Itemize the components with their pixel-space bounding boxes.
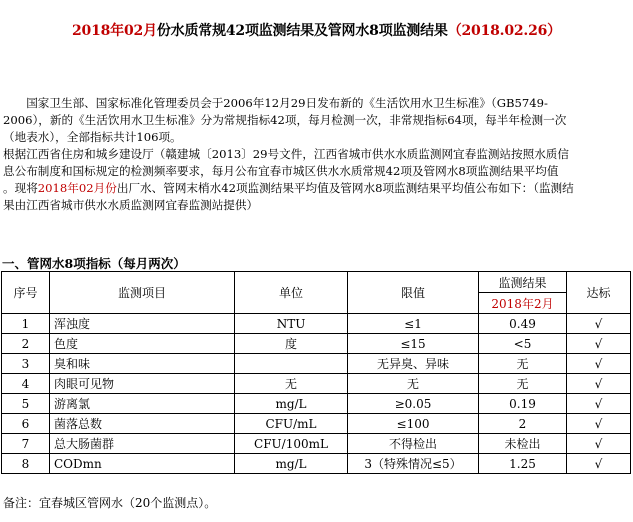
cell-item: 总大肠菌群 [50, 434, 235, 454]
cell-limit: ≤1 [348, 314, 479, 334]
cell-pass: √ [567, 374, 631, 394]
title-date: （2018.02.26） [447, 23, 561, 39]
header-seq: 序号 [2, 272, 50, 314]
cell-pass: √ [567, 314, 631, 334]
cell-result: 2 [479, 414, 567, 434]
intro-line-6 [3, 180, 629, 197]
table-header-row [2, 272, 631, 293]
table-row [2, 394, 631, 414]
cell-seq: 5 [2, 394, 50, 414]
intro-line-5: 息公布制度和国标规定的检测频率要求，每月公布宜春市城区供水水质常规42项及管网水8项监测结果平均值 [3, 164, 559, 178]
intro-month-highlight: 2018年02月份 [37, 181, 117, 195]
page-title [0, 20, 633, 40]
table-row [2, 354, 631, 374]
cell-pass: √ [567, 434, 631, 454]
cell-item: 色度 [50, 334, 235, 354]
cell-unit [235, 354, 348, 374]
cell-item: 肉眼可见物 [50, 374, 235, 394]
cell-item: 臭和味 [50, 354, 235, 374]
intro-line-6-start: 。现将 [3, 181, 38, 195]
cell-result: <5 [479, 334, 567, 354]
cell-unit: 无 [235, 374, 348, 394]
results-table [1, 271, 631, 474]
cell-limit: ≤15 [348, 334, 479, 354]
table-row [2, 314, 631, 334]
cell-unit: mg/L [235, 394, 348, 414]
header-result-month: 2018年2月 [479, 293, 567, 314]
intro-line-4: 根据江西省住房和城乡建设厅（赣建城〔2013〕29号文件，江西省城市供水水质监测网宜春监测站按照水质信 [3, 147, 569, 161]
cell-pass: √ [567, 354, 631, 374]
table-body [2, 314, 631, 474]
cell-item: 菌落总数 [50, 414, 235, 434]
header-unit: 单位 [235, 272, 348, 314]
cell-unit: CFU/100mL [235, 434, 348, 454]
cell-seq: 8 [2, 454, 50, 474]
cell-limit: ≥0.05 [348, 394, 479, 414]
cell-pass: √ [567, 414, 631, 434]
cell-pass: √ [567, 454, 631, 474]
table-row [2, 374, 631, 394]
section-title: 一、管网水8项指标（每月两次） [2, 256, 186, 271]
table-row [2, 434, 631, 454]
cell-seq: 1 [2, 314, 50, 334]
intro-line-7: 果由江西省城市供水水质监测网宜春监测站提供） [3, 198, 259, 212]
cell-result: 无 [479, 374, 567, 394]
title-main: 份水质常规42项监测结果及管网水8项监测结果 [156, 23, 448, 39]
cell-unit: CFU/mL [235, 414, 348, 434]
intro-line-2: 2006），新的《生活饮用水卫生标准》分为常规指标42项，每月检测一次，非常规指标64项，每半年检测一次 [3, 113, 567, 127]
cell-result: 未检出 [479, 434, 567, 454]
cell-item: 浑浊度 [50, 314, 235, 334]
cell-seq: 7 [2, 434, 50, 454]
cell-item: 游离氯 [50, 394, 235, 414]
cell-result: 0.49 [479, 314, 567, 334]
cell-result: 0.19 [479, 394, 567, 414]
cell-result: 1.25 [479, 454, 567, 474]
cell-item: CODmn [50, 454, 235, 474]
cell-unit: NTU [235, 314, 348, 334]
results-table-wrap [1, 271, 631, 474]
intro-line-6-end: 出厂水、管网末梢水42项监测结果平均值及管网水8项监测结果平均值公布如下：（监测结 [116, 181, 574, 195]
cell-seq: 2 [2, 334, 50, 354]
cell-limit: ≤100 [348, 414, 479, 434]
intro-line-1: 国家卫生部、国家标准化管理委员会于2006年12月29日发布新的《生活饮用水卫生标准》（GB5749- [3, 96, 548, 110]
cell-pass: √ [567, 394, 631, 414]
cell-result: 无 [479, 354, 567, 374]
cell-pass: √ [567, 334, 631, 354]
cell-limit: 无 [348, 374, 479, 394]
cell-limit: 无异臭、异味 [348, 354, 479, 374]
intro-paragraph [3, 95, 629, 214]
cell-unit: mg/L [235, 454, 348, 474]
cell-seq: 3 [2, 354, 50, 374]
table-row [2, 414, 631, 434]
title-month: 2018年02月 [72, 23, 157, 39]
table-row [2, 454, 631, 474]
table-row [2, 334, 631, 354]
cell-seq: 4 [2, 374, 50, 394]
footnote: 备注：宜春城区管网水（20个监测点）。 [3, 496, 217, 510]
intro-line-3: （地表水），全部指标共计106项。 [3, 130, 182, 144]
header-pass: 达标 [567, 272, 631, 314]
cell-unit: 度 [235, 334, 348, 354]
cell-limit: 不得检出 [348, 434, 479, 454]
cell-seq: 6 [2, 414, 50, 434]
header-limit: 限值 [348, 272, 479, 314]
cell-limit: 3（特殊情况≤5） [348, 454, 479, 474]
header-result: 监测结果 [479, 272, 567, 293]
header-item: 监测项目 [50, 272, 235, 314]
